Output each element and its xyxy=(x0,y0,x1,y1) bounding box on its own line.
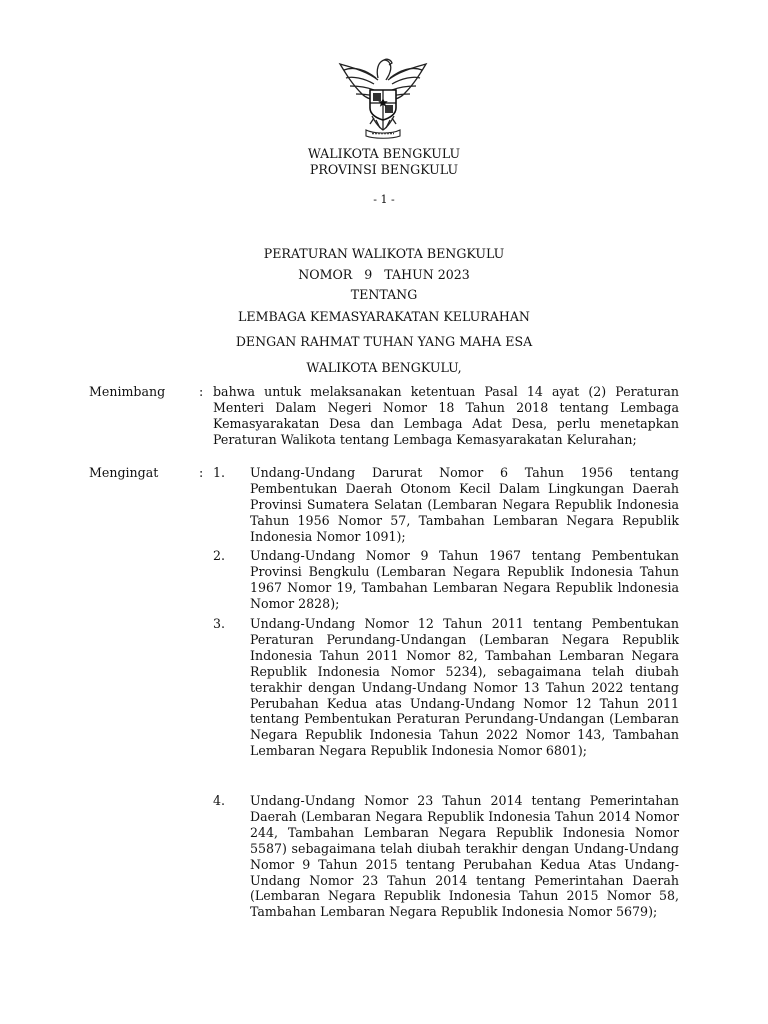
author-line-1: WALIKOTA BENGKULU xyxy=(307,146,461,161)
regulation-about: TENTANG xyxy=(350,287,418,302)
mengingat-item-number: 3. xyxy=(213,616,226,631)
mengingat-item-number: 4. xyxy=(213,793,226,808)
menimbang-colon: : xyxy=(199,384,204,399)
author-line-2: PROVINSI BENGKULU xyxy=(309,162,459,177)
mengingat-item-text: Undang-Undang Nomor 23 Tahun 2014 tentang Pemerintahan Daerah (Lembaran Negara Republik Indonesia Tahun 2014 Nomor 244, Tambahan Lembaran Negara Republik Indonesia Nomor 5587) sebagaimana telah diubah terakhir dengan Undang-Undang Nomor 9 Tahun 2015 tentang Perubahan Kedua Atas Undang-Undang Nomor 23 Tahun 2014 tentang Pemerintahan Daerah (Lembaran Negara Republik Indonesia Tahun 2015 Nomor 58, Tambahan Lembaran Negara Republik Indonesia Nomor 5679); xyxy=(250,793,679,920)
divine-grace-line: DENGAN RAHMAT TUHAN YANG MAHA ESA xyxy=(235,334,533,349)
mengingat-item-text: Undang-Undang Darurat Nomor 6 Tahun 1956 tentang Pembentukan Daerah Otonom Kecil Dalam Lingkungan Daerah Provinsi Sumatera Selatan (Lembaran Negara Republik Indonesia Tahun 1956 Nomor 57, Tambahan Lembaran Negara Republik Indonesia Nomor 1091); xyxy=(250,465,679,544)
issuer-line: WALIKOTA BENGKULU, xyxy=(306,360,462,375)
mengingat-item-number: 1. xyxy=(213,465,226,480)
page-number: - 1 - xyxy=(373,193,395,206)
menimbang-label: Menimbang xyxy=(89,384,166,399)
menimbang-text: bahwa untuk melaksanakan ketentuan Pasal 14 ayat (2) Peraturan Menteri Dalam Negeri Nomor 18 Tahun 2018 tentang Lembaga Kemasyarakatan Desa dan Lembaga Adat Desa, perlu menetapkan Peraturan Walikota tentang Lembaga Kemasyarakatan Kelurahan; xyxy=(213,384,679,447)
mengingat-item-number: 2. xyxy=(213,548,226,563)
mengingat-colon: : xyxy=(199,465,204,480)
mengingat-label: Mengingat xyxy=(89,465,159,480)
mengingat-item-text: Undang-Undang Nomor 12 Tahun 2011 tentang Pembentukan Peraturan Perundang-Undangan (Lembaran Negara Republik Indonesia Tahun 2011 Nomor 82, Tambahan Lembaran Negara Republik Indonesia Nomor 5234), sebagaimana telah diubah terakhir dengan Undang-Undang Nomor 13 Tahun 2022 tentang Perubahan Kedua atas Undang-Undang Nomor 12 Tahun 2011 tentang Pembentukan Peraturan Perundang-Undangan (Lembaran Negara Republik Indonesia Tahun 2022 Nomor 143, Tambahan Lembaran Negara Republik Indonesia Nomor 6801); xyxy=(250,616,679,759)
garuda-emblem-icon xyxy=(332,50,434,140)
mengingat-item-text: Undang-Undang Nomor 9 Tahun 1967 tentang Pembentukan Provinsi Bengkulu (Lembaran Negara Republik Indonesia Tahun 1967 Nomor 19, Tambahan Lembaran Negara Republik lndonesia Nomor 2828); xyxy=(250,548,679,611)
regulation-number: NOMOR 9 TAHUN 2023 xyxy=(298,267,470,282)
regulation-subject: LEMBAGA KEMASYARAKATAN KELURAHAN xyxy=(238,309,530,324)
regulation-title: PERATURAN WALIKOTA BENGKULU xyxy=(263,246,505,261)
